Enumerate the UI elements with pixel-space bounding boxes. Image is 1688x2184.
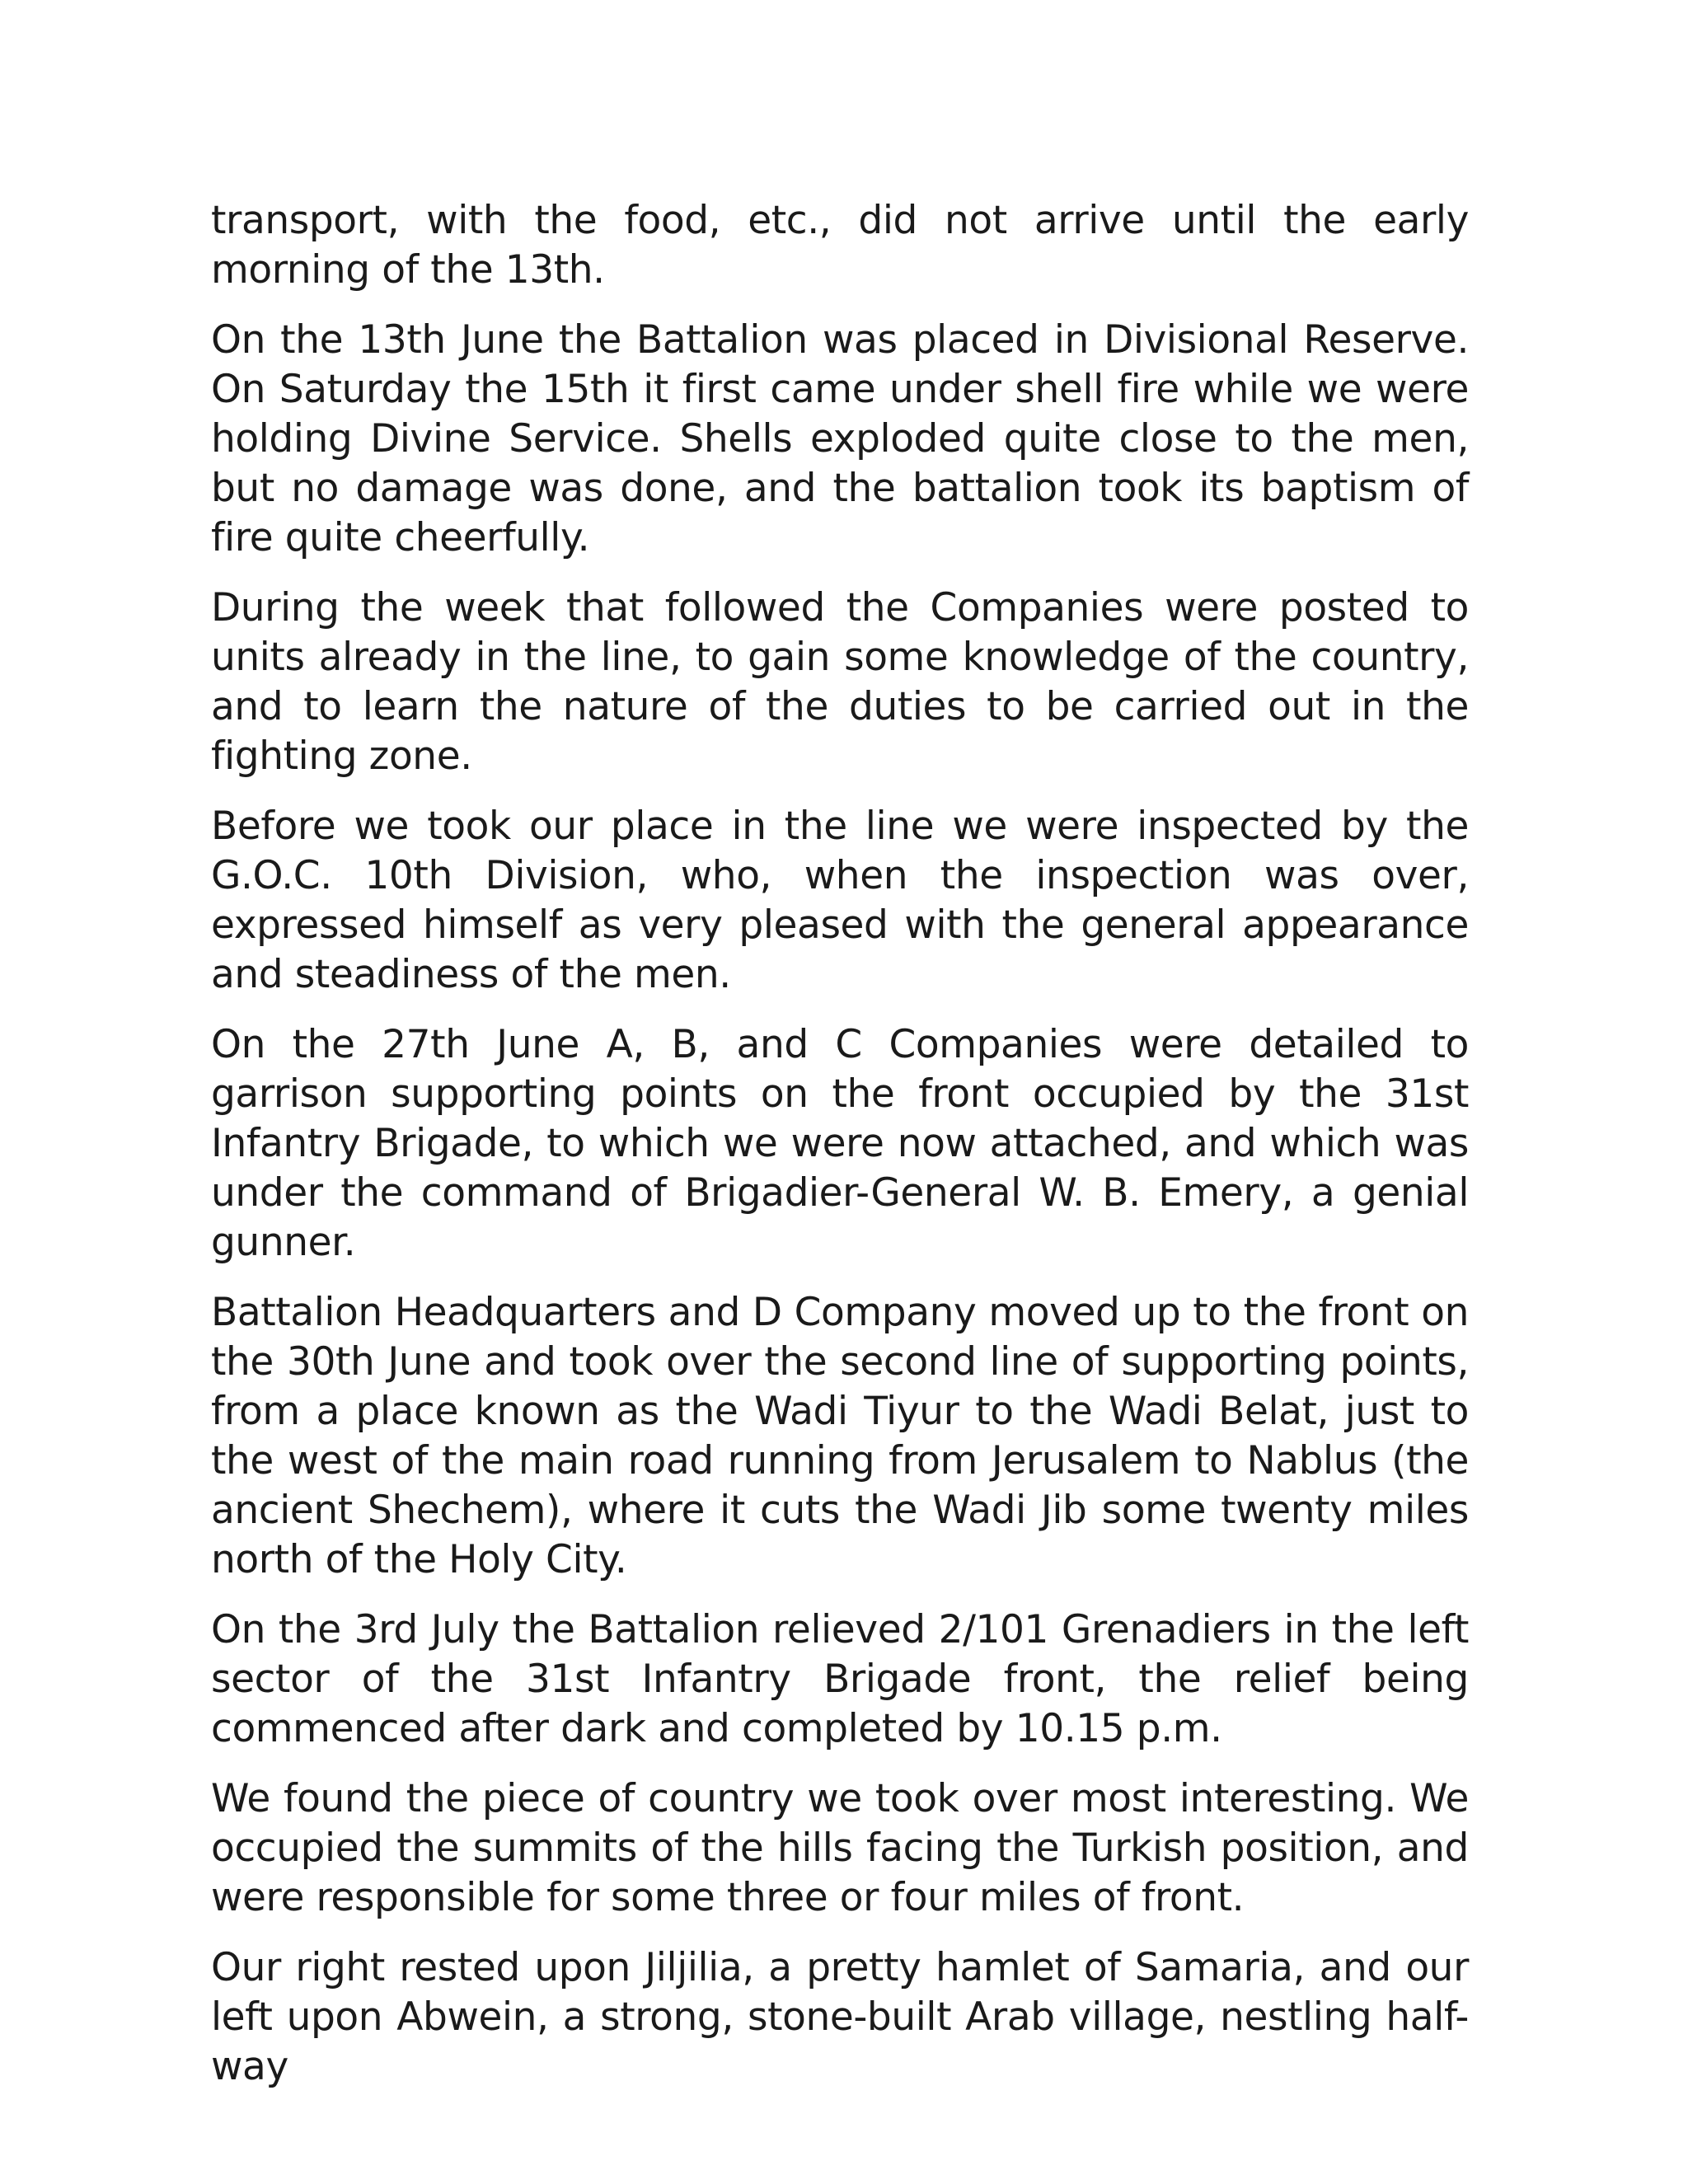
paragraph-8: We found the piece of country we took over most interesting. We occupied the summits of the hills facing the Turkish position, and were responsible for some three or four miles of front.	[211, 1776, 1469, 1920]
paragraph-3: During the week that followed the Companies were posted to units already in the line, to gain some knowledge of the country, and to learn the nature of the duties to be carried out in the fighting zone.	[211, 585, 1469, 779]
paragraph-1: transport, with the food, etc., did not arrive until the early morning of the 13th.	[211, 198, 1469, 293]
paragraph-9: Our right rested upon Jiljilia, a pretty hamlet of Samaria, and our left upon Abwein, a strong, stone-built Arab village, nestling half-way	[211, 1945, 1469, 2089]
paragraph-6: Battalion Headquarters and D Company moved up to the front on the 30th June and took over the second line of supporting points, from a place known as the Wadi Tiyur to the Wadi Belat, just to the west of the main road running from Jerusalem to Nablus (the ancient Shechem), where it cuts the Wadi Jib some twenty miles north of the Holy City.	[211, 1290, 1469, 1582]
paragraph-2: On the 13th June the Battalion was placed in Divisional Reserve. On Saturday the 15th it first came under shell fire while we were holding Divine Service. Shells exploded quite close to the men, but no damage was done, and the battalion took its baptism of fire quite cheerfully.	[211, 317, 1469, 560]
paragraph-4: Before we took our place in the line we were inspected by the G.O.C. 10th Division, who, when the inspection was over, expressed himself as very pleased with the general appearance and steadiness of the men.	[211, 804, 1469, 997]
page-body	[211, 196, 1469, 2112]
paragraph-7: On the 3rd July the Battalion relieved 2/101 Grenadiers in the left sector of the 31st Infantry Brigade front, the relief being commenced after dark and completed by 10.15 p.m.	[211, 1607, 1469, 1751]
paragraph-5: On the 27th June A, B, and C Companies were detailed to garrison supporting points on the front occupied by the 31st Infantry Brigade, to which we were now attached, and which was under the command of Brigadier-General W. B. Emery, a genial gunner.	[211, 1022, 1469, 1265]
